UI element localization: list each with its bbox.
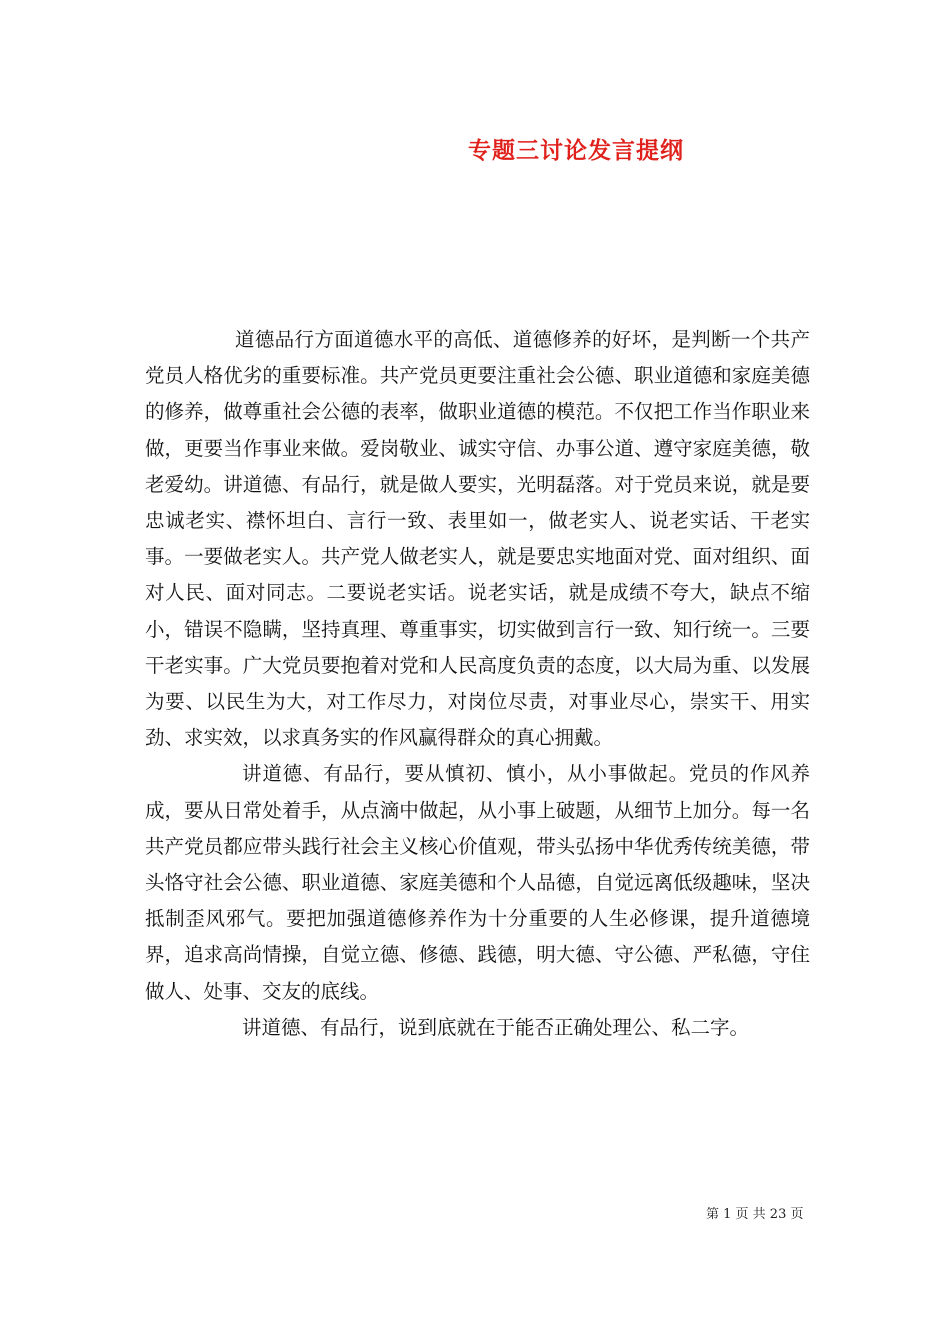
document-body xyxy=(145,322,810,1046)
document-title: 专题三讨论发言提纲 xyxy=(468,137,684,164)
paragraph-3: 讲道德、有品行，说到底就在于能否正确处理公、私二字。 xyxy=(242,1015,750,1039)
paragraph-1: 道德品行方面道德水平的高低、道德修养的好坏，是判断一个共产党员人格优劣的重要标准。共产党员更要注重社会公德、职业道德和家庭美德的修养，做尊重社会公德的表率，做职业道德的模范。不仅把工作当作职业来做，更要当作事业来做。爱岗敬业、诚实守信、办事公道、遵守家庭美德，敬老爱幼。讲道德、有品行，就是做人要实，光明磊落。对于党员来说，就是要忠诚老实、襟怀坦白、言行一致、表里如一，做老实人、说老实话、干老实事。一要做老实人。共产党人做老实人，就是要忠实地面对党、面对组织、面对人民、面对同志。二要说老实话。说老实话，就是成绩不夸大，缺点不缩小，错误不隐瞒，坚持真理、尊重事实，切实做到言行一致、知行统一。三要干老实事。广大党员要抱着对党和人民高度负责的态度，以大局为重、以发展为要、以民生为大，对工作尽力，对岗位尽责，对事业尽心，崇实干、用实劲、求实效，以求真务实的作风赢得群众的真心拥戴。 xyxy=(145,328,810,750)
paragraph-2: 讲道德、有品行，要从慎初、慎小，从小事做起。党员的作风养成，要从日常处着手，从点滴中做起，从小事上破题，从细节上加分。每一名共产党员都应带头践行社会主义核心价值观，带头弘扬中华优秀传统美德，带头恪守社会公德、职业道德、家庭美德和个人品德，自觉远离低级趣味，坚决抵制歪风邪气。要把加强道德修养作为十分重要的人生必修课，提升道德境界，追求高尚情操，自觉立德、修德、践德，明大德、守公德、严私德，守住做人、处事、交友的底线。 xyxy=(145,762,810,1003)
page-number-footer: 第 1 页 共 23 页 xyxy=(706,1207,804,1222)
